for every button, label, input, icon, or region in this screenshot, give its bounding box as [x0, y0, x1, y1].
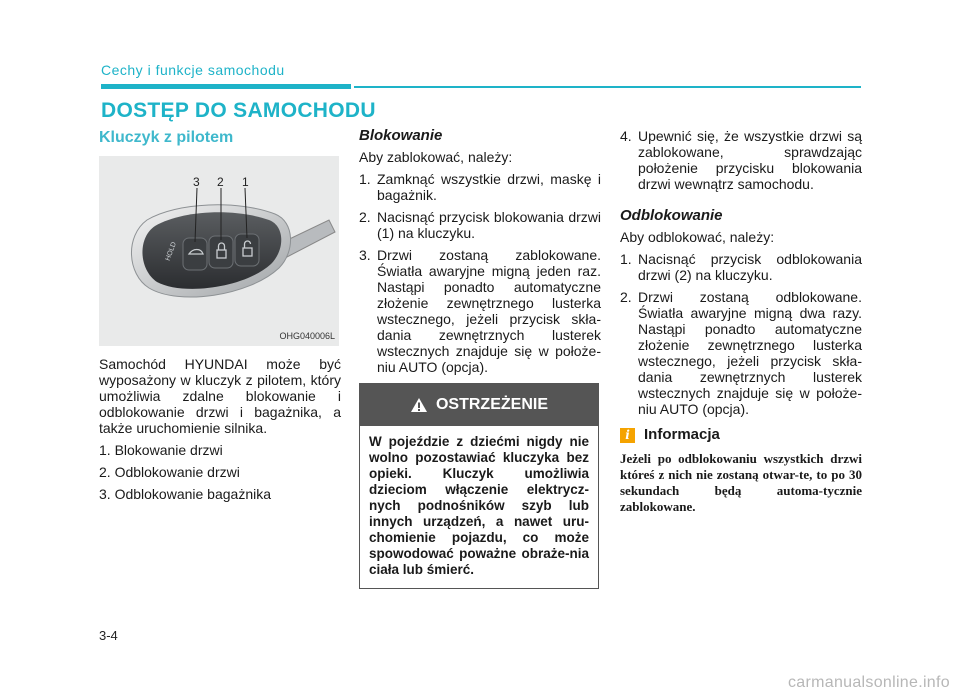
unlocking-lead: Aby odblokować, należy: [620, 229, 775, 245]
list-item [620, 251, 862, 283]
list-item [359, 209, 601, 241]
header-rule-thin [354, 86, 861, 88]
callout-1: 1 [242, 175, 249, 189]
info-header [620, 427, 862, 443]
step-number: 2. [620, 289, 632, 305]
step-text: Zamknąć wszystkie drzwi, maskę i bagażnik. [377, 171, 601, 203]
column-3 [620, 122, 862, 515]
step-text: Nacisnąć przycisk odblokowania drzwi (2) na kluczyku. [638, 251, 862, 283]
chapter-title: Cechy i funkcje samochodu [101, 62, 285, 78]
page-number: 3-4 [99, 628, 118, 643]
info-text: Jeżeli po odblokowaniu wszystkich drzwi któreś z nich nie zostaną otwar-te, to po 30 sekundach będą automa-tycznie zablokowane. [620, 451, 862, 514]
list-item: 1. Blokowanie drzwi [99, 442, 223, 458]
key-hold-label: HOLD [164, 241, 178, 262]
column-1 [99, 122, 341, 508]
button-list [99, 442, 341, 502]
warning-header [360, 384, 598, 426]
info-icon: i [620, 428, 635, 443]
list-item [359, 247, 601, 375]
step-text: Upewnić się, że wszystkie drzwi są zablokowane, sprawdzając położenie przycisku blokowania drzwi wewnątrz samochodu. [638, 128, 862, 192]
step-text: Drzwi zostaną zablokowane. Światła awaryjne migną jeden raz. Nastąpi ponadto automatyczne złożenie zewnętrznego lusterka wstecznego, jeżeli przycisk skła-dania zewnętrznych lusterek wstecznych znajduje się w położe-niu AUTO (opcja). [377, 247, 601, 375]
locking-heading: Blokowanie [359, 127, 443, 144]
key-fob-figure [99, 156, 339, 346]
warning-triangle-icon [410, 397, 428, 413]
list-item [620, 289, 862, 417]
intro-paragraph: Samochód HYUNDAI może być wyposażony w kluczyk z pilotem, który umożliwia zdalne blokowanie i odblokowanie drzwi i bagażnika, a także uruchomienie silnika. [99, 356, 341, 436]
list-item [620, 128, 862, 192]
figure-code: OHG040006L [279, 331, 335, 341]
column-2 [359, 122, 601, 589]
list-item [359, 171, 601, 203]
locking-steps [359, 171, 601, 375]
step-number: 4. [620, 128, 632, 144]
key-fob-illustration [99, 156, 339, 346]
warning-box [359, 383, 599, 589]
unlocking-steps [620, 251, 862, 417]
step-number: 1. [620, 251, 632, 267]
list-item: 2. Odblokowanie drzwi [99, 464, 240, 480]
warning-title: OSTRZEŻENIE [435, 396, 548, 413]
step-number: 2. [359, 209, 371, 225]
header-rule-thick [101, 84, 351, 89]
warning-text: W pojeździe z dziećmi nigdy nie wolno pozostawiać kluczyka bez opieki. Kluczyk umożliwia dzieciom włączenie elektrycz-nych podnośników szyb lub innych urządzeń, a nawet uru-chomienie pojazdu, co może spowodować poważne obraże-nia ciała lub śmierć. [369, 434, 589, 577]
subtitle: Kluczyk z pilotem [99, 129, 234, 146]
locking-lead: Aby zablokować, należy: [359, 149, 513, 165]
info-title: Informacja [644, 426, 720, 443]
step-number: 1. [359, 171, 371, 187]
list-item: 3. Odblokowanie bagażnika [99, 486, 272, 502]
step-text: Drzwi zostaną odblokowane. Światła awaryjne migną dwa razy. Nastąpi ponadto automatyczne złożenie zewnętrznego lusterka wstecznego, jeżeli przycisk skła-dania zewnętrznych lusterek wstecznych znajduje się w położe-niu AUTO (opcja). [638, 289, 862, 417]
step-number: 3. [359, 247, 371, 263]
section-title: DOSTĘP DO SAMOCHODU [101, 99, 376, 122]
step-text: Nacisnąć przycisk blokowania drzwi (1) na kluczyku. [377, 209, 601, 241]
unlocking-heading: Odblokowanie [620, 207, 723, 224]
watermark: carmanualsonline.info [788, 674, 950, 691]
callout-3: 3 [193, 175, 200, 189]
callout-2: 2 [217, 175, 224, 189]
